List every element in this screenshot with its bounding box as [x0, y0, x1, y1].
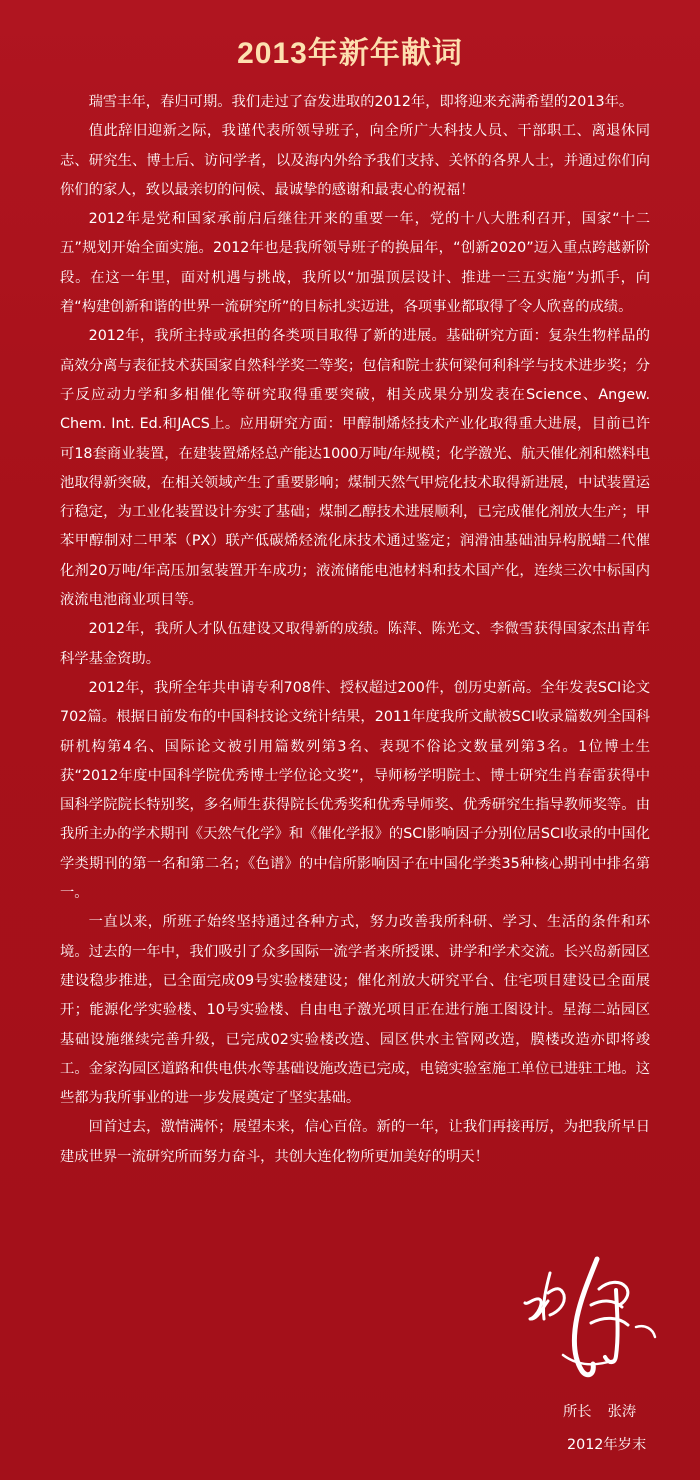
signatory-line: [563, 1402, 636, 1422]
paragraph: 2012年，我所全年共申请专利708件、授权超过200件，创历史新高。全年发表SCI论文702篇。根据日前发布的中国科技论文统计结果，2011年度我所文献被SCI收录篇数列全国科研机构第4名、国际论文被引用篇数列第3名、表现不俗论文数量列第3名。1位博士生获“2012年度中国科学院优秀博士学位论文奖”，导师杨学明院士、博士研究生肖春雷获得中国科学院院长特别奖，多名师生获得院长优秀奖和优秀导师奖、优秀研究生指导教师奖等。由我所主办的学术期刊《天然气化学》和《催化学报》的SCI影响因子分别位居SCI收录的中国化学类期刊的第一名和第二名；《色谱》的中信所影响因子在中国化学类35种核心期刊中排名第一。: [60, 679, 650, 902]
paragraph: 瑞雪丰年，春归可期。我们走过了奋发进取的2012年，即将迎来充满希望的2013年。: [88, 94, 634, 110]
paragraph: 值此辞旧迎新之际，我谨代表所领导班子，向全所广大科技人员、干部职工、离退休同志、研究生、博士后、访问学者，以及海内外给予我们支持、关怀的各界人士，并通过你们向你们的家人，致以最亲切的问候、最诚挚的感谢和最衷心的祝福！: [60, 123, 650, 198]
letter-body: [60, 88, 650, 1172]
paragraph: 2012年是党和国家承前启后继往开来的重要一年，党的十八大胜利召开，国家“十二五”规划开始全面实施。2012年也是我所领导班子的换届年，“创新2020”迈入重点跨越新阶段。在这一年里，面对机遇与挑战，我所以“加强顶层设计、推进一三五实施”为抓手，向着“构建创新和谐的世界一流研究所”的目标扎实迈进，各项事业都取得了令人欣喜的成绩。: [60, 211, 650, 316]
paragraph: 2012年，我所人才队伍建设又取得新的成绩。陈萍、陈光文、李微雪获得国家杰出青年科学基金资助。: [60, 621, 650, 667]
letter-date: 2012年岁末: [567, 1437, 647, 1453]
handwritten-signature: [515, 1235, 665, 1385]
signatory-name: 张涛: [607, 1404, 637, 1420]
signature-image: [515, 1235, 665, 1385]
signatory-title: 所长: [563, 1404, 592, 1420]
paragraph: 一直以来，所班子始终坚持通过各种方式，努力改善我所科研、学习、生活的条件和环境。过去的一年中，我们吸引了众多国际一流学者来所授课、讲学和学术交流。长兴岛新园区建设稳步推进，已全面完成09号实验楼建设；催化剂放大研究平台、住宅项目建设已全面展开；能源化学实验楼、10号实验楼、自由电子激光项目正在进行施工图设计。星海二站园区基础设施继续完善升级，已完成02实验楼改造、园区供水主管网改造，膜楼改造亦即将竣工。金家沟园区道路和供电供水等基础设施改造已完成，电镜实验室施工单位已进驻工地。这些都为我所事业的进一步发展奠定了坚实基础。: [60, 914, 650, 1107]
paragraph: 回首过去，激情满怀；展望未来，信心百倍。新的一年，让我们再接再厉，为把我所早日建成世界一流研究所而努力奋斗，共创大连化物所更加美好的明天！: [60, 1119, 650, 1165]
page-title: 2013年新年献词: [237, 37, 463, 70]
paragraph: 2012年，我所主持或承担的各类项目取得了新的进展。基础研究方面：复杂生物样品的高效分离与表征技术获国家自然科学奖二等奖；包信和院士获何梁何利科学与技术进步奖；分子反应动力学和多相催化等研究取得重要突破，相关成果分别发表在Science、Angew. Chem. Int. Ed.和JACS上。应用研究方面：甲醇制烯烃技术产业化取得重大进展，目前已许可18套商业装置，在建装置烯烃总产能达1000万吨/年规模；化学激光、航天催化剂和燃料电池取得新突破，在相关领域产生了重要影响；煤制天然气甲烷化技术取得新进展，中试装置运行稳定，为工业化装置设计夯实了基础；煤制乙醇技术进展顺利，已完成催化剂放大生产；甲苯甲醇制对二甲苯（PX）联产低碳烯烃流化床技术通过鉴定；润滑油基础油异构脱蜡二代催化剂20万吨/年高压加氢装置开车成功；液流储能电池材料和技术国产化，连续三次中标国内液流电池商业项目等。: [60, 328, 650, 609]
